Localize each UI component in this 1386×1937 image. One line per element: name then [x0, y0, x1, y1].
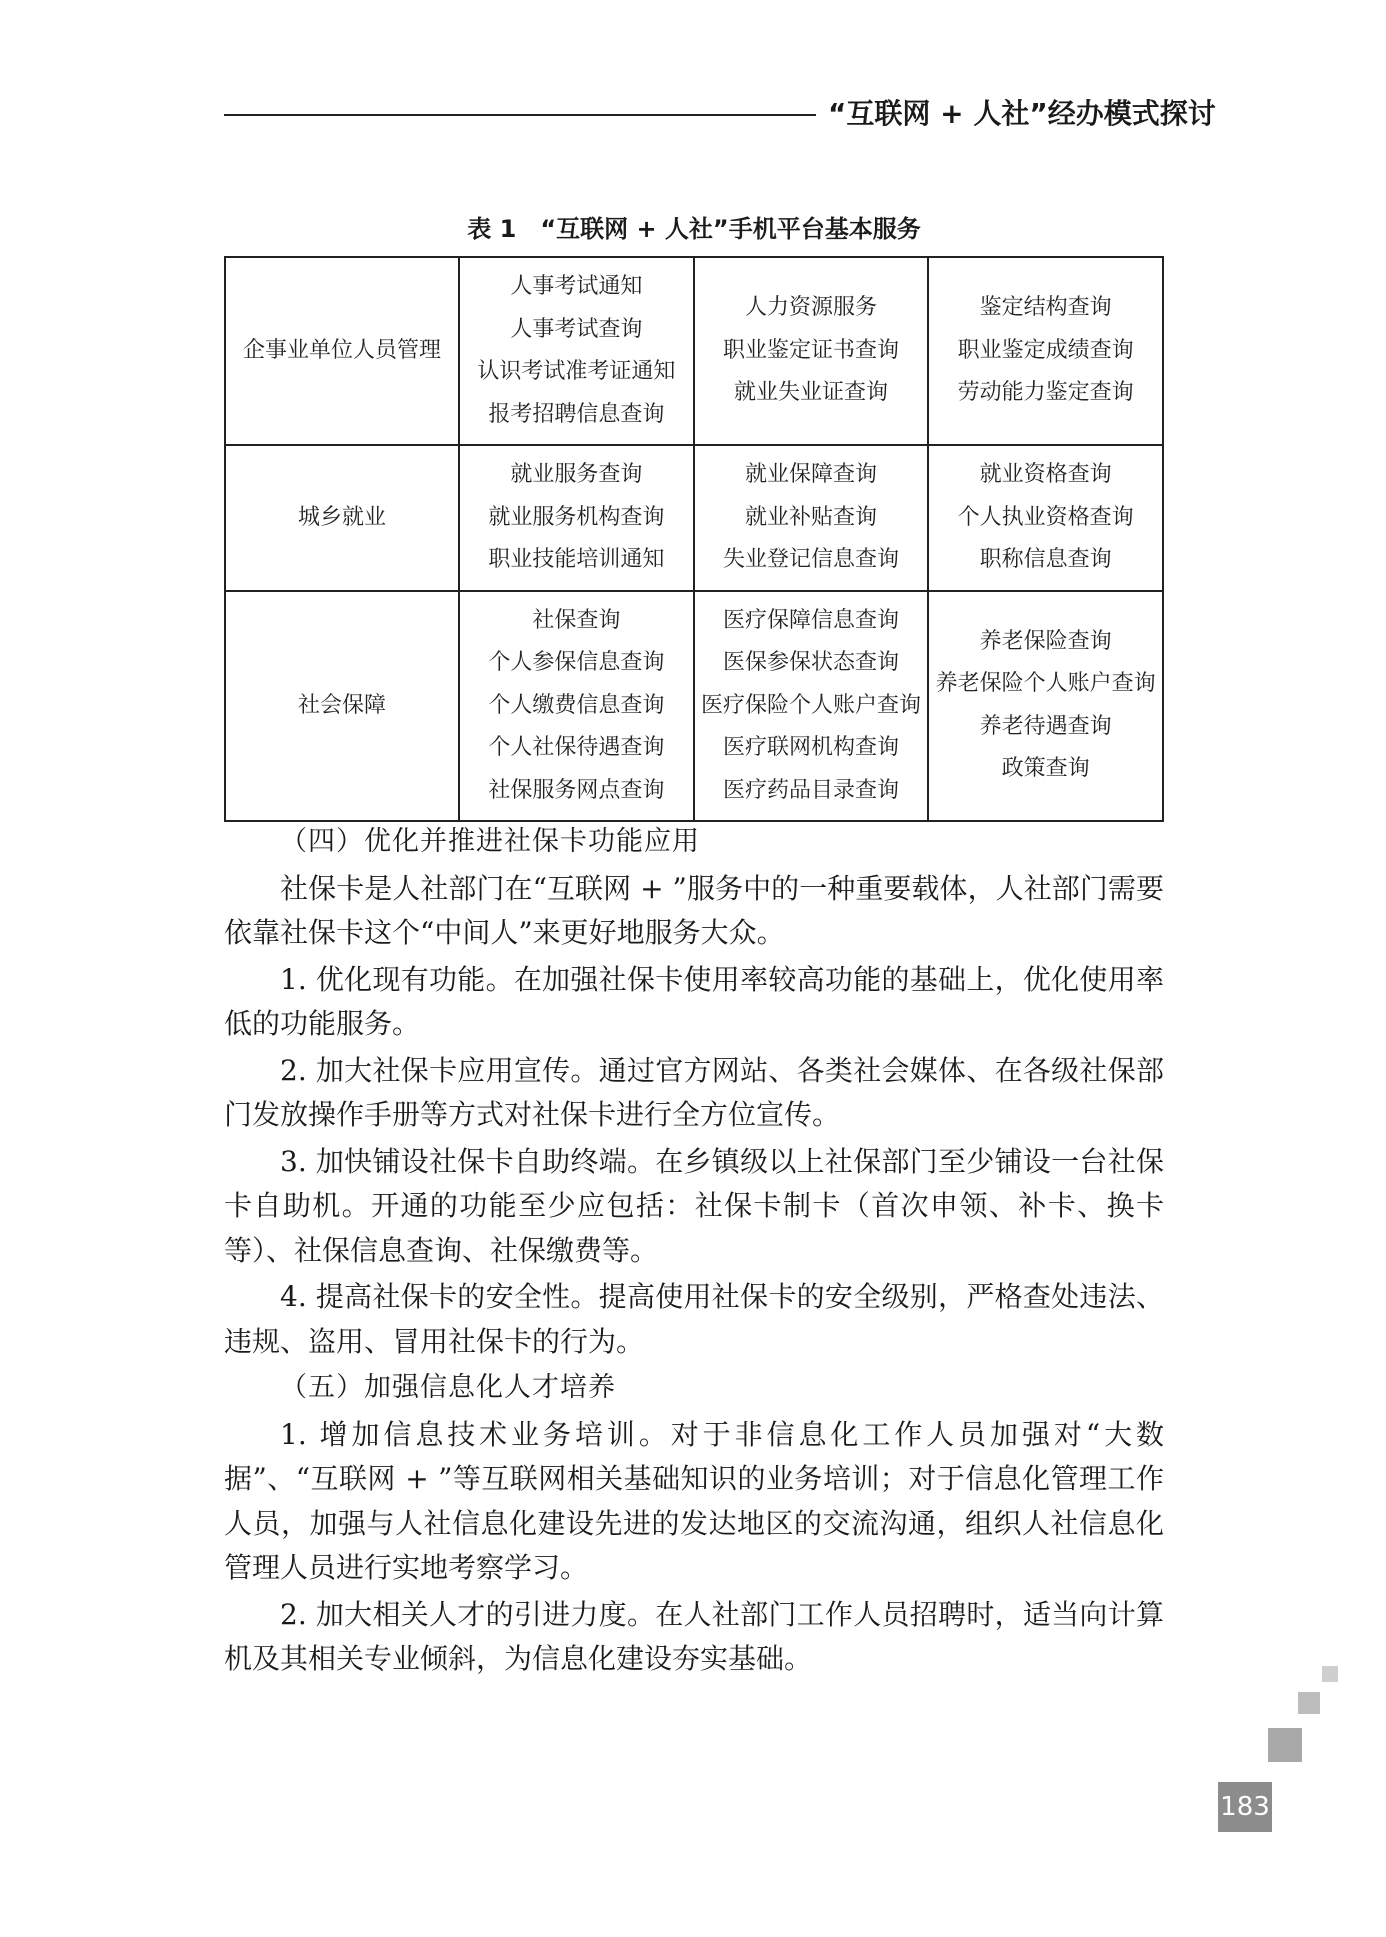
- service-item: 就业失业证查询: [733, 380, 888, 406]
- service-item: 社保服务网点查询: [488, 777, 665, 803]
- section-heading-5: （五）加强信息化人才培养: [280, 1372, 616, 1403]
- service-item: 医保参保状态查询: [722, 650, 899, 675]
- service-item: 医疗保险个人账户查询: [700, 692, 921, 718]
- table-cell: [694, 445, 929, 591]
- service-item: 养老保险个人账户查询: [935, 671, 1156, 697]
- service-item: 就业资格查询: [979, 462, 1112, 487]
- table-cell: [459, 445, 694, 591]
- service-item: 劳动能力鉴定查询: [957, 380, 1134, 406]
- decorative-square: [1298, 1692, 1320, 1714]
- service-item: 社保查询: [532, 607, 621, 633]
- services-table: [224, 256, 1164, 822]
- service-item: 职业鉴定证书查询: [722, 337, 899, 363]
- service-item: 医疗联网机构查询: [722, 735, 899, 760]
- paragraph: 1. 优化现有功能。在加强社保卡使用率较高功能的基础上，优化使用率低的功能服务。: [224, 962, 1164, 1040]
- service-item: 就业服务机构查询: [488, 504, 665, 530]
- table-cell: [459, 591, 694, 822]
- running-title: “互联网 + 人社”经办模式探讨: [828, 97, 1216, 130]
- service-item: 人事考试通知: [510, 274, 643, 299]
- decorative-square: [1322, 1666, 1338, 1682]
- table-cell: [928, 257, 1163, 445]
- service-item: 就业补贴查询: [744, 504, 877, 530]
- table-row: [225, 257, 1163, 445]
- table-row: [225, 445, 1163, 591]
- table-caption: 表 1 “互联网 + 人社”手机平台基本服务: [467, 215, 921, 243]
- service-item: 个人社保待遇查询: [488, 735, 665, 760]
- service-item: 政策查询: [1001, 756, 1090, 782]
- service-item: 个人执业资格查询: [957, 504, 1134, 530]
- service-item: 职称信息查询: [979, 547, 1112, 572]
- decorative-square: [1268, 1728, 1302, 1762]
- body-text: [224, 820, 1164, 1684]
- service-item: 鉴定结构查询: [979, 295, 1112, 321]
- service-item: 就业服务查询: [510, 462, 643, 487]
- service-item: 个人缴费信息查询: [488, 692, 665, 718]
- paragraph: 社保卡是人社部门在“互联网 + ”服务中的一种重要载体，人社部门需要依靠社保卡这个“中间人”来更好地服务大众。: [224, 871, 1164, 949]
- table-cell: [928, 445, 1163, 591]
- service-item: 养老待遇查询: [979, 713, 1112, 739]
- service-item: 人事考试查询: [510, 316, 643, 342]
- service-item: 失业登记信息查询: [722, 547, 899, 572]
- service-item: 职业鉴定成绩查询: [957, 337, 1134, 363]
- service-item: 个人参保信息查询: [488, 650, 665, 675]
- section-heading-4: （四）优化并推进社保卡功能应用: [280, 826, 700, 857]
- service-item: 报考招聘信息查询: [488, 401, 665, 427]
- service-item: 医疗保障信息查询: [722, 607, 899, 633]
- table-cell: [694, 257, 929, 445]
- table-cell: [928, 591, 1163, 822]
- paragraph: 2. 加大社保卡应用宣传。通过官方网站、各类社会媒体、在各级社保部门发放操作手册等方式对社保卡进行全方位宣传。: [224, 1053, 1164, 1131]
- service-item: 养老保险查询: [979, 628, 1112, 654]
- table-category-cell: 社会保障: [225, 591, 459, 822]
- table-category-cell: 企事业单位人员管理: [225, 257, 459, 445]
- paragraph: 4. 提高社保卡的安全性。提高使用社保卡的安全级别，严格查处违法、违规、盗用、冒用社保卡的行为。: [224, 1280, 1164, 1358]
- service-item: 就业保障查询: [744, 462, 877, 487]
- header-rule: [224, 114, 816, 116]
- table-cell: [459, 257, 694, 445]
- service-item: 医疗药品目录查询: [722, 777, 899, 803]
- table-category-cell: 城乡就业: [225, 445, 459, 591]
- service-item: 认识考试准考证通知: [477, 359, 676, 384]
- service-item: 人力资源服务: [744, 295, 877, 321]
- paragraph: 1. 增加信息技术业务培训。对于非信息化工作人员加强对“大数据”、“互联网 + ”等互联网相关基础知识的业务培训；对于信息化管理工作人员，加强与人社信息化建设先进的发达地区的交流沟通，组织人社信息化管理人员进行实地考察学习。: [224, 1417, 1164, 1584]
- paragraph: 3. 加快铺设社保卡自助终端。在乡镇级以上社保部门至少铺设一台社保卡自助机。开通的功能至少应包括：社保卡制卡（首次申领、补卡、换卡等）、社保信息查询、社保缴费等。: [224, 1144, 1164, 1267]
- paragraph: 2. 加大相关人才的引进力度。在人社部门工作人员招聘时，适当向计算机及其相关专业倾斜，为信息化建设夯实基础。: [224, 1597, 1164, 1675]
- service-item: 职业技能培训通知: [488, 547, 665, 572]
- table-cell: [694, 591, 929, 822]
- page-number: 183: [1218, 1782, 1272, 1832]
- table-row: [225, 591, 1163, 822]
